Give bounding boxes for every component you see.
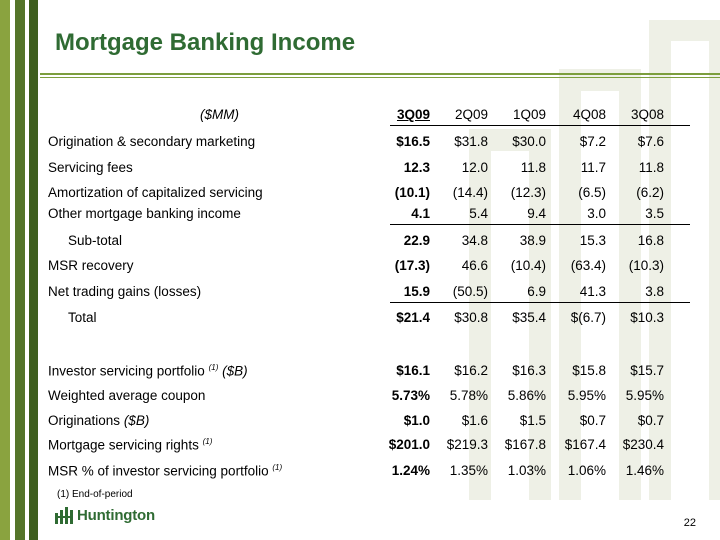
row-label — [48, 437, 212, 453]
cell: 22.9 — [403, 233, 430, 248]
cell: $7.2 — [579, 134, 606, 149]
cell: $0.7 — [637, 413, 664, 428]
total-underline — [390, 302, 690, 303]
cell: (10.3) — [628, 258, 664, 273]
footnote-ref: (1) — [272, 463, 283, 472]
cell: 4.1 — [411, 206, 430, 221]
cell: 1.35% — [449, 463, 488, 478]
cell: $35.4 — [512, 310, 546, 325]
cell: $1.0 — [403, 413, 430, 428]
row-label: Sub-total — [68, 233, 123, 248]
cell: $30.0 — [512, 134, 546, 149]
row-label — [48, 463, 282, 479]
cell: $21.4 — [396, 310, 430, 325]
cell: 12.3 — [403, 160, 430, 175]
cell: $167.8 — [504, 437, 546, 452]
cell: $201.0 — [388, 437, 430, 452]
cell: $10.3 — [630, 310, 664, 325]
col-header: 3Q09 — [396, 107, 430, 122]
footnote-ref: (1) — [202, 437, 213, 446]
cell: 1.03% — [507, 463, 546, 478]
cell: (63.4) — [570, 258, 606, 273]
table-row — [48, 206, 708, 224]
table-row — [48, 413, 708, 431]
cell: (17.3) — [394, 258, 430, 273]
row-label — [48, 363, 248, 379]
cell: 11.8 — [638, 160, 664, 175]
cell: (12.3) — [510, 185, 546, 200]
table-row — [48, 134, 708, 152]
cell: (6.5) — [578, 185, 606, 200]
cell: $0.7 — [579, 413, 606, 428]
cell: 5.73% — [391, 388, 430, 403]
table-header — [48, 107, 708, 125]
cell: 12.0 — [461, 160, 488, 175]
cell: (50.5) — [452, 284, 488, 299]
row-label-units: ($B) — [123, 413, 150, 428]
cell: 34.8 — [461, 233, 488, 248]
cell: 6.9 — [527, 284, 546, 299]
cell: 16.8 — [637, 233, 664, 248]
col-header: 4Q08 — [572, 107, 606, 122]
decor-stripe — [29, 0, 38, 540]
cell: (10.1) — [394, 185, 430, 200]
logo-wordmark: Huntington — [77, 506, 155, 524]
cell: $16.3 — [512, 363, 546, 378]
page-title: Mortgage Banking Income — [55, 29, 356, 56]
col-header: 1Q09 — [512, 107, 546, 122]
cell: $1.5 — [519, 413, 546, 428]
units-label: ($MM) — [200, 107, 239, 122]
row-label-units: ($B) — [222, 363, 248, 379]
table-row — [48, 310, 708, 328]
cell: $230.4 — [622, 437, 664, 452]
decor-stripe — [0, 0, 10, 540]
cell: $167.4 — [564, 437, 606, 452]
row-label: MSR recovery — [48, 258, 134, 273]
subtotal-underline — [390, 224, 690, 225]
cell: 3.5 — [645, 206, 664, 221]
cell: 1.46% — [625, 463, 664, 478]
huntington-logo-icon — [55, 506, 73, 524]
decor-stripe — [15, 0, 25, 540]
header-underline — [390, 125, 690, 126]
cell: 1.24% — [391, 463, 430, 478]
cell: 5.95% — [625, 388, 664, 403]
table-row — [48, 258, 708, 276]
cell: 3.0 — [587, 206, 606, 221]
row-label: Servicing fees — [48, 160, 133, 175]
cell: 11.8 — [520, 160, 546, 175]
table-row — [48, 463, 708, 481]
cell: $31.8 — [454, 134, 488, 149]
row-label: Weighted average coupon — [48, 388, 206, 403]
footnote: (1) End-of-period — [57, 489, 133, 500]
row-label: Amortization of capitalized servicing — [48, 185, 263, 200]
row-label: Other mortgage banking income — [48, 206, 241, 221]
cell: 1.06% — [567, 463, 606, 478]
table-row — [48, 284, 708, 302]
page-number: 22 — [683, 517, 696, 529]
cell: $(6.7) — [570, 310, 606, 325]
cell: 3.8 — [645, 284, 664, 299]
cell: 15.3 — [579, 233, 606, 248]
table-row — [48, 388, 708, 406]
cell: $30.8 — [454, 310, 488, 325]
row-label — [48, 413, 149, 428]
cell: 46.6 — [461, 258, 488, 273]
footnote-ref: (1) — [208, 363, 219, 372]
cell: 38.9 — [519, 233, 546, 248]
cell: (14.4) — [452, 185, 488, 200]
cell: 15.9 — [403, 284, 430, 299]
huntington-logo — [55, 505, 155, 525]
cell: $15.8 — [572, 363, 606, 378]
table-row — [48, 160, 708, 178]
cell: $16.1 — [396, 363, 430, 378]
row-label: Total — [68, 310, 97, 325]
table-row — [48, 185, 708, 203]
cell: 5.86% — [507, 388, 546, 403]
cell: $15.7 — [630, 363, 664, 378]
cell: $219.3 — [446, 437, 488, 452]
row-label: Net trading gains (losses) — [48, 284, 202, 299]
table-row — [48, 363, 708, 381]
title-divider — [40, 73, 720, 75]
cell: (10.4) — [510, 258, 546, 273]
table-row — [48, 233, 708, 251]
row-label-text: Investor servicing portfolio — [48, 363, 205, 379]
row-label-text: Mortgage servicing rights — [48, 437, 199, 453]
cell: $16.2 — [454, 363, 488, 378]
col-header: 2Q09 — [454, 107, 488, 122]
row-label: Origination & secondary marketing — [48, 134, 256, 149]
cell: 5.78% — [449, 388, 488, 403]
table-row — [48, 437, 708, 455]
cell: $7.6 — [637, 134, 664, 149]
cell: $16.5 — [396, 134, 430, 149]
col-header: 3Q08 — [630, 107, 664, 122]
cell: (6.2) — [636, 185, 664, 200]
cell: 5.4 — [469, 206, 488, 221]
cell: 41.3 — [579, 284, 606, 299]
cell: $1.6 — [461, 413, 488, 428]
title-divider-thin — [40, 77, 720, 78]
cell: 11.7 — [580, 160, 606, 175]
cell: 9.4 — [527, 206, 546, 221]
row-label-text: MSR % of investor servicing portfolio — [48, 463, 269, 479]
cell: 5.95% — [567, 388, 606, 403]
row-label-text: Originations — [48, 413, 121, 428]
